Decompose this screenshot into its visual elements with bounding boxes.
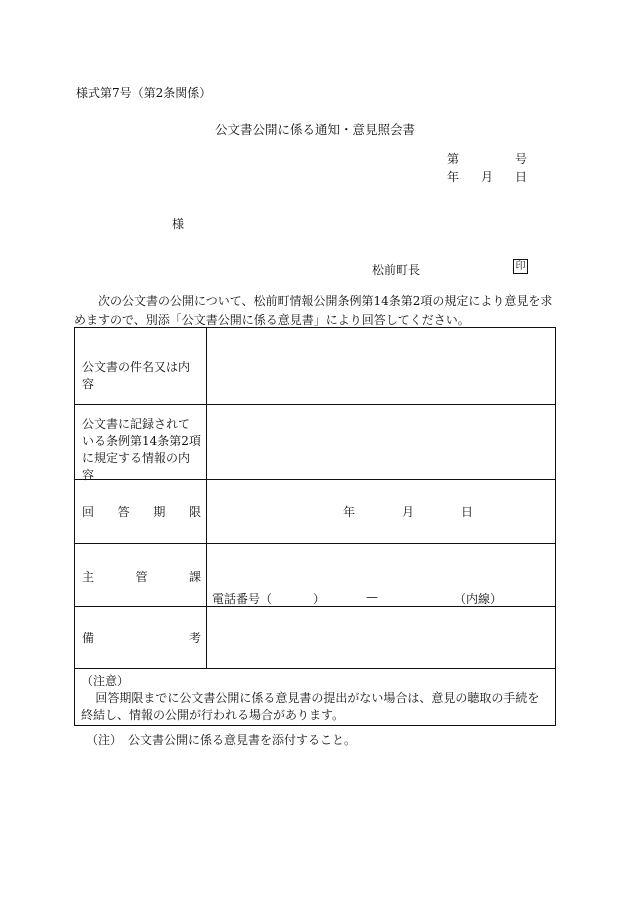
reference-go: 号 bbox=[515, 152, 528, 166]
document-name-field[interactable] bbox=[207, 328, 555, 404]
deadline-month: 月 bbox=[402, 505, 415, 519]
recorded-info-label: 公文書に記録されている条例第14条第2項に規定する情報の内容 bbox=[82, 417, 201, 482]
recipient-suffix: 様 bbox=[172, 217, 185, 231]
section-label-cell bbox=[75, 544, 207, 606]
form-number: 様式第7号（第2条関係） bbox=[76, 86, 212, 100]
sender-title: 松前町長 bbox=[372, 263, 421, 277]
notes-section bbox=[75, 668, 555, 725]
phone-extension: （内線） bbox=[454, 592, 503, 606]
row-section bbox=[75, 544, 555, 607]
row-recorded-info bbox=[75, 405, 555, 480]
date-day: 日 bbox=[515, 170, 528, 184]
document-name-label: 公文書の件名又は内容 bbox=[82, 360, 191, 391]
date-month: 月 bbox=[481, 170, 494, 184]
recorded-info-field[interactable] bbox=[207, 405, 555, 479]
deadline-day: 日 bbox=[461, 505, 474, 519]
deadline-year: 年 bbox=[343, 505, 356, 519]
phone-label: 電話番号（ bbox=[212, 592, 273, 606]
notes-heading: （注意） bbox=[81, 674, 130, 688]
date-year: 年 bbox=[447, 170, 460, 184]
document-name-label-cell bbox=[75, 328, 207, 404]
footnote: （注） 公文書公開に係る意見書を添付すること。 bbox=[86, 733, 357, 747]
section-field[interactable] bbox=[207, 544, 555, 606]
inquiry-table bbox=[74, 327, 556, 726]
notes-body: 回答期限までに公文書公開に係る意見書の提出がない場合は、意見の聴取の手続を終結し、情報の公開が行われる場合があります。 bbox=[81, 691, 540, 722]
page-title: 公文書公開に係る通知・意見照会書 bbox=[214, 122, 415, 137]
row-remarks bbox=[75, 607, 555, 669]
phone-dash: — bbox=[366, 590, 378, 604]
phone-close-paren: ） bbox=[313, 592, 326, 606]
section-label: 主 管 課 bbox=[82, 570, 201, 584]
deadline-label-cell bbox=[75, 480, 207, 543]
deadline-field[interactable] bbox=[207, 480, 555, 543]
deadline-label: 回 答 期 限 bbox=[82, 505, 201, 519]
row-document-name bbox=[75, 328, 555, 405]
recorded-info-label-cell bbox=[75, 405, 207, 482]
reference-dai: 第 bbox=[447, 152, 460, 166]
intro-paragraph: 次の公文書の公開について、松前町情報公開条例第14条第2項の規定により意見を求めますので、別添「公文書公開に係る意見書」により回答してください。 bbox=[74, 294, 553, 327]
remarks-field[interactable] bbox=[207, 607, 555, 668]
seal-stamp: 印 bbox=[513, 259, 528, 274]
row-deadline bbox=[75, 480, 555, 544]
remarks-label: 備 考 bbox=[82, 631, 201, 645]
remarks-label-cell bbox=[75, 607, 207, 668]
